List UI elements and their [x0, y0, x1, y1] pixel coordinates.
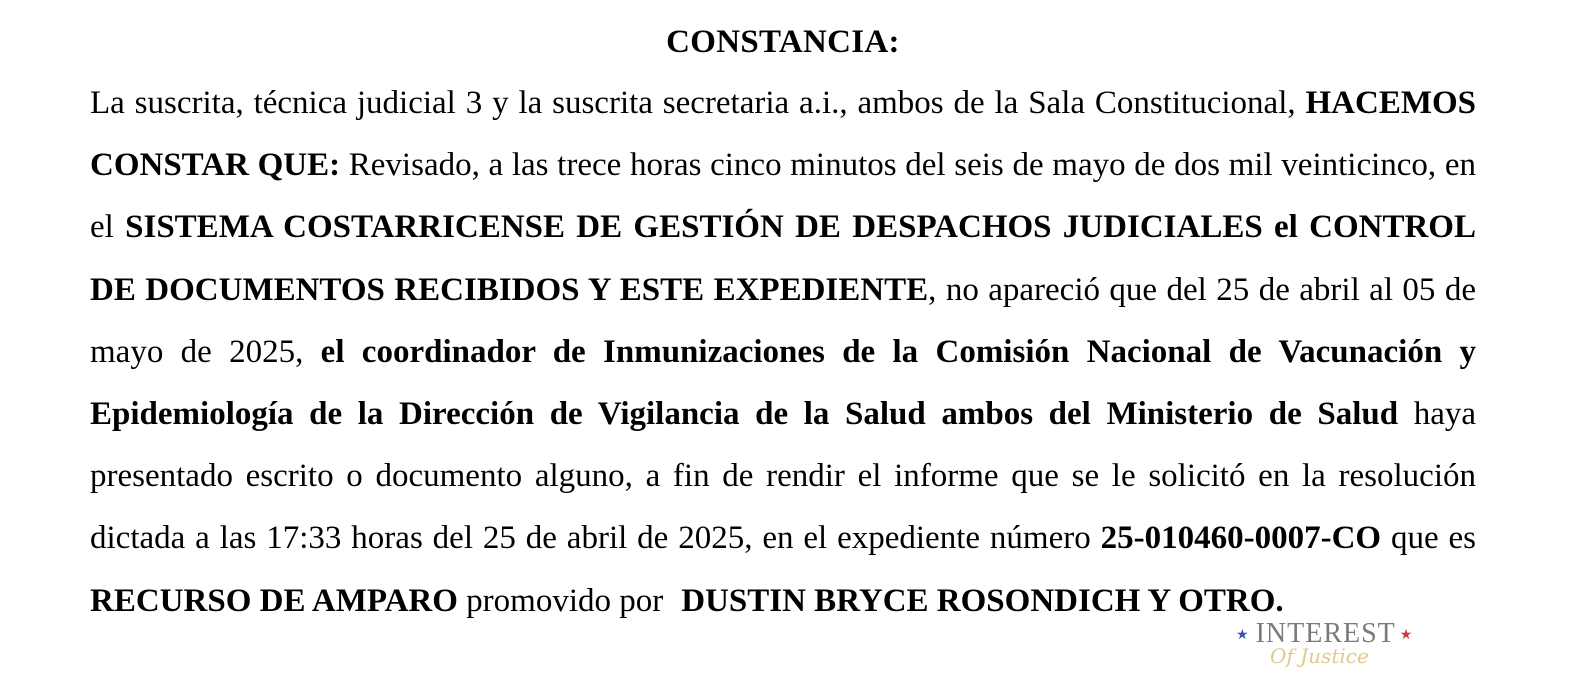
watermark-text: INTEREST [1255, 618, 1396, 649]
text-segment-1: La suscrita, técnica judicial 3 y la suscrita secretaria a.i., ambos de la Sala Constitucional, [90, 85, 1306, 121]
text-segment-3: , no apareció que del 25 de abril al 05 de mayo de 2025, [90, 271, 1477, 370]
bold-segment-promovente: DUSTIN BRYCE ROSONDICH Y OTRO. [681, 582, 1284, 619]
watermark-line2: Of Justice [1270, 644, 1369, 668]
constancia-paragraph [90, 72, 1476, 632]
text-segment-4: haya presentado escrito o documento alguno, a fin de rendir el informe que se le solicitó en la resolución dictada a las 17:33 horas del 25 de abril de 2025, en el expediente número [90, 396, 1476, 557]
document-page [90, 18, 1476, 632]
text-segment-6: promovido por [457, 582, 664, 619]
bold-segment-expediente-number: 25-010460-0007-CO [1100, 520, 1382, 557]
text-segment-2: Revisado, a las trece horas cinco minutos del seis de mayo de dos mil veinticinco, en el [90, 147, 1476, 246]
watermark-logo [1236, 618, 1446, 678]
bold-segment-sistema: SISTEMA COSTARRICENSE DE GESTIÓN DE DESPACHOS JUDICIALES el CONTROL DE DOCUMENTOS RECIBIDOS Y ESTE EXPEDIENTE [90, 209, 1476, 308]
text-segment-5: que es [1381, 520, 1476, 557]
bold-segment-coordinador: el coordinador de Inmunizaciones de la Comisión Nacional de Vacunación y Epidemiología de la Dirección de Vigilancia de la Salud ambos del Ministerio de Salud [90, 333, 1477, 433]
star-icon: ★ [1236, 628, 1250, 644]
star-icon: ★ [1399, 628, 1414, 644]
document-title: CONSTANCIA: [666, 24, 900, 60]
bold-segment-recurso: RECURSO DE AMPARO [90, 582, 458, 619]
bold-segment-hacemos-constar: HACEMOS CONSTAR QUE: [90, 85, 1476, 184]
